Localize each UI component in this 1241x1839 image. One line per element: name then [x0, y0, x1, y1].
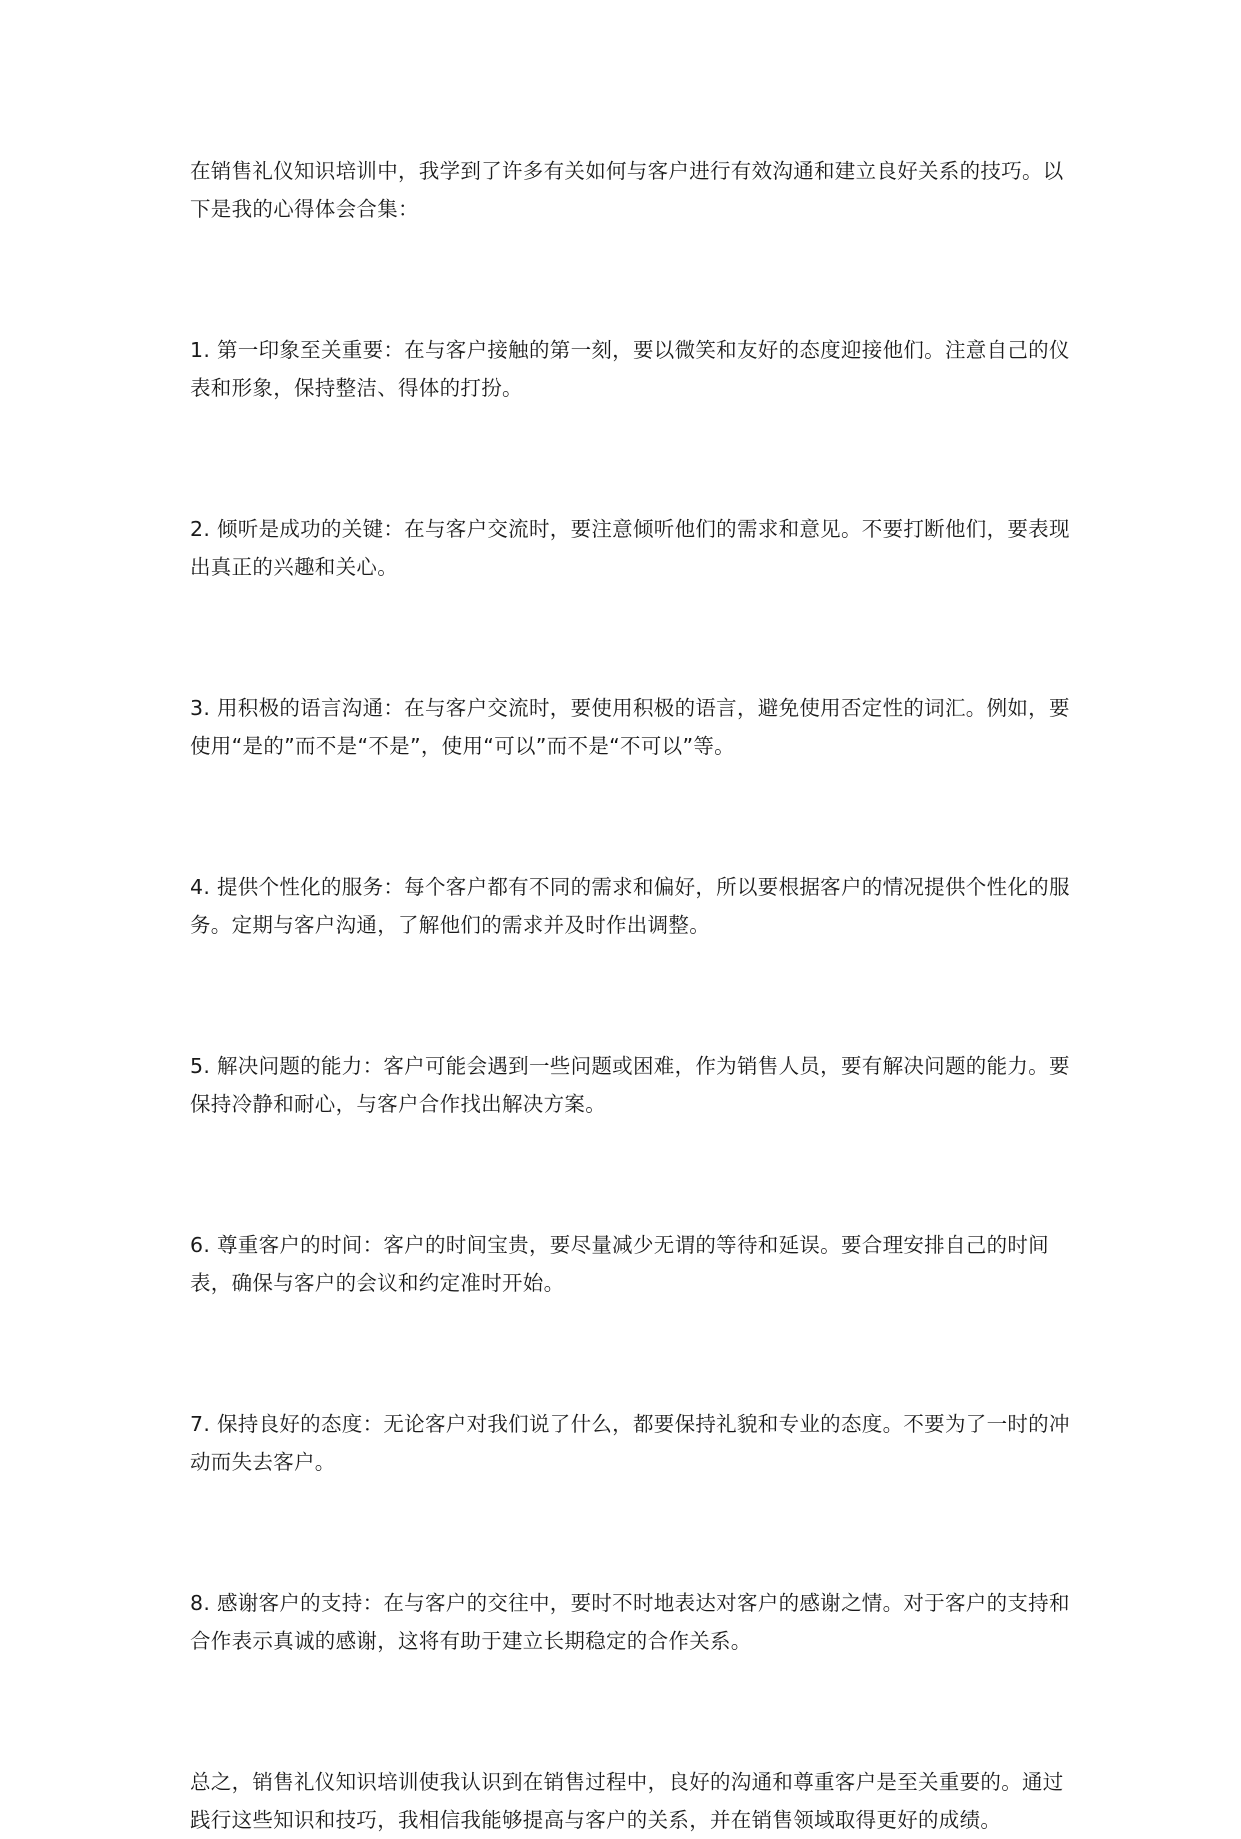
intro-paragraph: 在销售礼仪知识培训中，我学到了许多有关如何与客户进行有效沟通和建立良好关系的技巧。以下是我的心得体会合集： [190, 159, 1064, 221]
point-8-paragraph: 8. 感谢客户的支持：在与客户的交往中，要时不时地表达对客户的感谢之情。对于客户的支持和合作表示真诚的感谢，这将有助于建立长期稳定的合作关系。 [190, 1591, 1070, 1653]
point-2-paragraph: 2. 倾听是成功的关键：在与客户交流时，要注意倾听他们的需求和意见。不要打断他们，要表现出真正的兴趣和关心。 [190, 517, 1070, 579]
point-1-paragraph: 1. 第一印象至关重要：在与客户接触的第一刻，要以微笑和友好的态度迎接他们。注意自己的仪表和形象，保持整洁、得体的打扮。 [190, 338, 1070, 400]
document-body [190, 152, 1070, 1839]
point-4-paragraph: 4. 提供个性化的服务：每个客户都有不同的需求和偏好，所以要根据客户的情况提供个性化的服务。定期与客户沟通，了解他们的需求并及时作出调整。 [190, 875, 1070, 937]
conclusion-paragraph: 总之，销售礼仪知识培训使我认识到在销售过程中，良好的沟通和尊重客户是至关重要的。通过践行这些知识和技巧，我相信我能够提高与客户的关系，并在销售领域取得更好的成绩。 [190, 1770, 1064, 1832]
point-6-paragraph: 6. 尊重客户的时间：客户的时间宝贵，要尽量减少无谓的等待和延误。要合理安排自己的时间表，确保与客户的会议和约定准时开始。 [190, 1233, 1049, 1295]
point-3-paragraph: 3. 用积极的语言沟通：在与客户交流时，要使用积极的语言，避免使用否定性的词汇。例如，要使用“是的”而不是“不是”，使用“可以”而不是“不可以”等。 [190, 696, 1070, 758]
point-5-paragraph: 5. 解决问题的能力：客户可能会遇到一些问题或困难，作为销售人员，要有解决问题的能力。要保持冷静和耐心，与客户合作找出解决方案。 [190, 1054, 1070, 1116]
point-7-paragraph: 7. 保持良好的态度：无论客户对我们说了什么，都要保持礼貌和专业的态度。不要为了一时的冲动而失去客户。 [190, 1412, 1070, 1474]
